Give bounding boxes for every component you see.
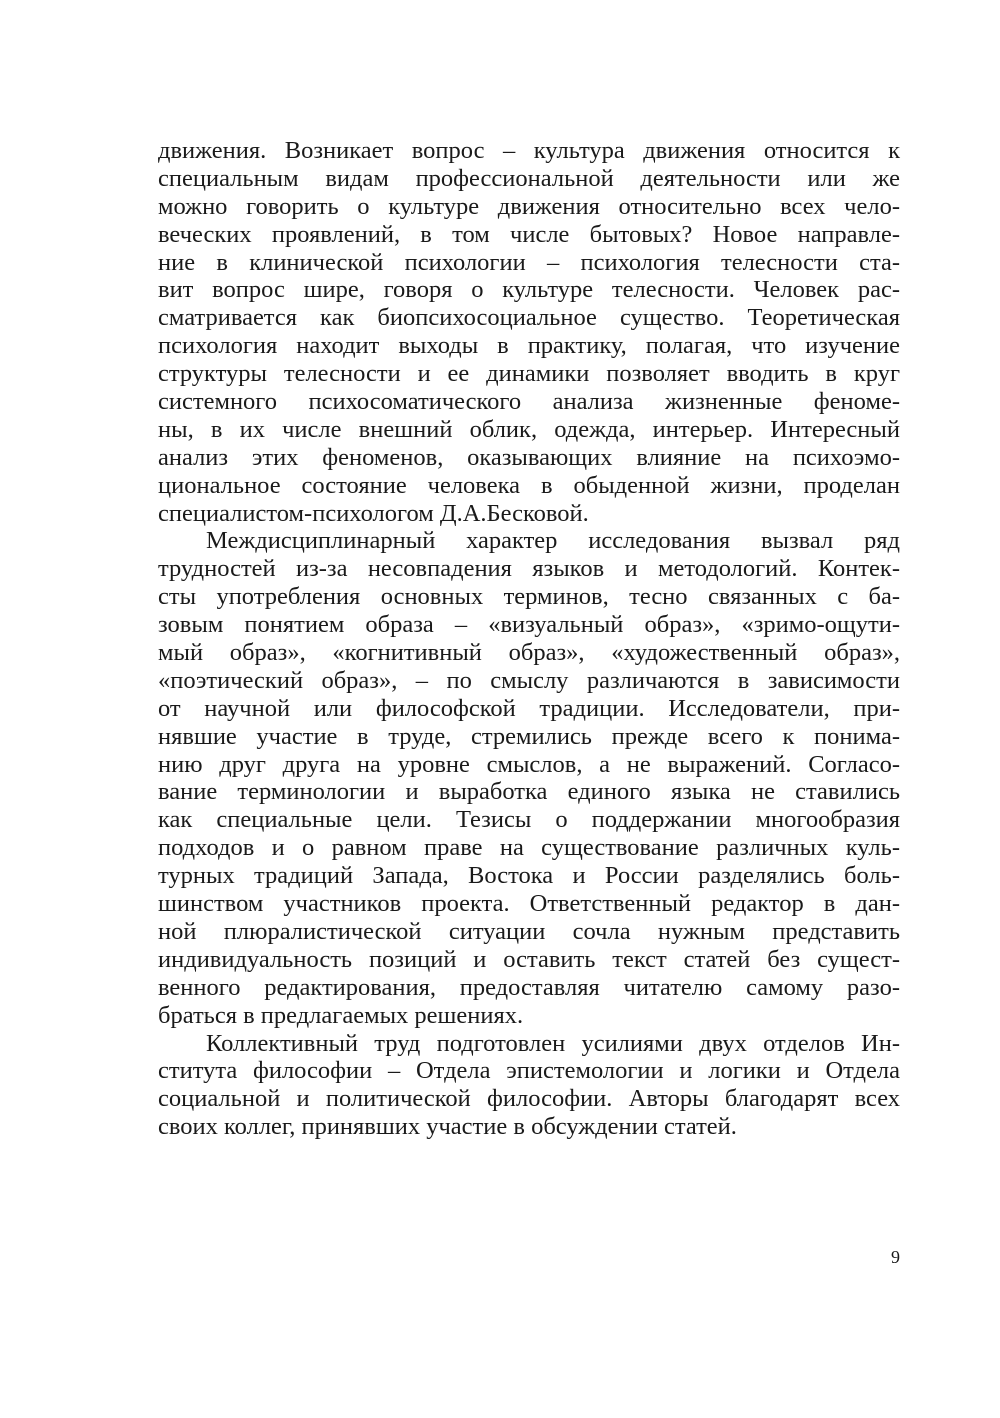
text-line: вит вопрос шире, говоря о культуре телесности. Человек рас-: [158, 276, 900, 304]
text-line: индивидуальность позиций и оставить текст статей без сущест-: [158, 945, 900, 973]
text-line: специальным видам профессиональной деятельности или же: [158, 164, 900, 192]
text-line: нявшие участие в труде, стремились прежде всего к понима-: [158, 722, 900, 750]
text-line: от научной или философской традиции. Исследователи, при-: [158, 694, 900, 722]
text-line: ной плюралистической ситуации сочла нужным представить: [158, 917, 900, 945]
text-line: вание терминологии и выработка единого языка не ставились: [158, 778, 900, 806]
text-line: венного редактирования, предоставляя читателю самому разо-: [158, 973, 900, 1001]
text-line: «поэтический образ», – по смыслу различаются в зависимости: [158, 666, 900, 694]
text-line: своих коллег, принявших участие в обсуждении статей.: [158, 1113, 737, 1141]
text-line: циональное состояние человека в обыденной жизни, проделан: [158, 471, 900, 499]
body-text: [158, 137, 900, 1141]
page-number: 9: [891, 1247, 900, 1267]
text-line: веческих проявлений, в том числе бытовых? Новое направле-: [158, 220, 900, 248]
text-line: структуры телесности и ее динамики позволяет вводить в круг: [158, 360, 900, 388]
text-line: социальной и политической философии. Авторы благодарят всех: [158, 1085, 900, 1113]
text-line: Междисциплинарный характер исследования вызвал ряд: [206, 527, 900, 555]
text-line: Коллективный труд подготовлен усилиями двух отделов Ин-: [206, 1029, 900, 1057]
text-line: ны, в их числе внешний облик, одежда, интерьер. Интересный: [158, 415, 900, 443]
text-line: мый образ», «когнитивный образ», «художественный образ»,: [158, 639, 900, 667]
text-line: браться в предлагаемых решениях.: [158, 1001, 524, 1029]
text-line: подходов и о равном праве на существование различных куль-: [158, 834, 900, 862]
text-line: сты употребления основных терминов, тесно связанных с ба-: [158, 583, 900, 611]
text-line: анализ этих феноменов, оказывающих влияние на психоэмо-: [158, 443, 900, 471]
text-line: шинством участников проекта. Ответственный редактор в дан-: [158, 890, 900, 918]
text-line: специалистом-психологом Д.А.Бесковой.: [158, 499, 589, 527]
text-line: психология находит выходы в практику, полагая, что изучение: [158, 332, 900, 360]
text-line: движения. Возникает вопрос – культура движения относится к: [158, 137, 900, 164]
text-line: ститута философии – Отдела эпистемологии и логики и Отдела: [158, 1057, 900, 1085]
paragraph: [158, 527, 900, 1029]
text-line: нию друг друга на уровне смыслов, а не выражений. Согласо-: [158, 750, 900, 778]
text-line: сматривается как биопсихосоциальное существо. Теоретическая: [158, 304, 900, 332]
paragraph: [158, 1030, 900, 1142]
text-line: ние в клинической психологии – психология телесности ста-: [158, 248, 900, 276]
text-line: можно говорить о культуре движения относительно всех чело-: [158, 192, 900, 220]
text-line: зовым понятием образа – «визуальный образ», «зримо-ощути-: [158, 611, 900, 639]
text-line: трудностей из-за несовпадения языков и методологий. Контек-: [158, 555, 900, 583]
text-line: системного психосоматического анализа жизненные феноме-: [158, 388, 900, 416]
text-line: как специальные цели. Тезисы о поддержании многообразия: [158, 806, 900, 834]
paragraph: [158, 137, 900, 527]
text-line: турных традиций Запада, Востока и России разделялись боль-: [158, 862, 900, 890]
